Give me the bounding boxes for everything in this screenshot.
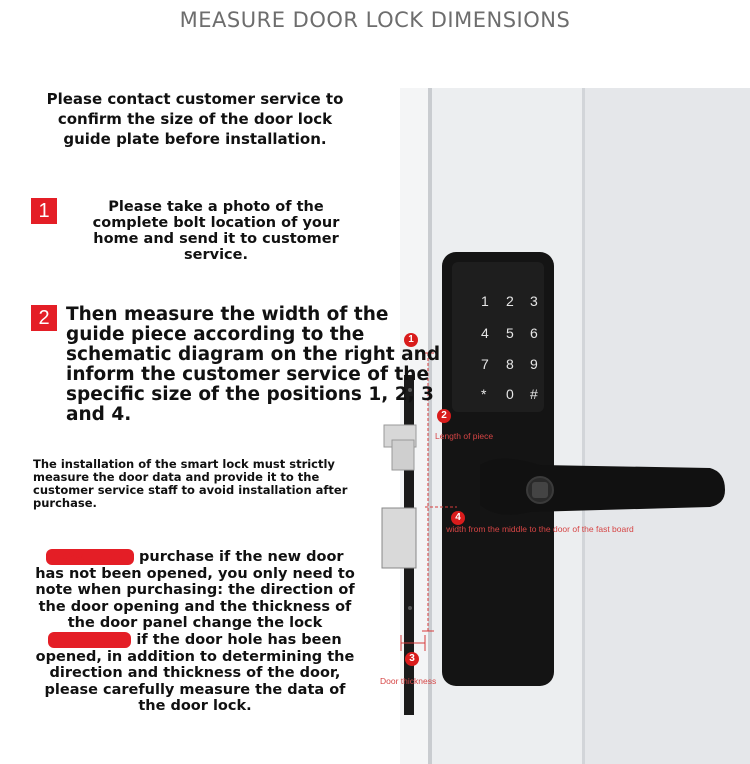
door-purchase-note bbox=[30, 549, 360, 715]
step-1-text: Please take a photo of the complete bolt location of your home and send it to customer service. bbox=[92, 199, 340, 263]
keypad-key[interactable]: # bbox=[530, 386, 538, 402]
keypad-key[interactable]: 6 bbox=[530, 325, 538, 341]
new-door-highlight: New Door bbox=[46, 549, 134, 565]
step-2-text: Then measure the width of the guide piece according to the schematic diagram on the right and inform the customer service of the specific size of the positions 1, 2, 3 and 4. bbox=[66, 304, 441, 425]
width-label: width from the middle to the door of the fast board bbox=[446, 524, 634, 534]
marker-2: 2 bbox=[437, 409, 451, 423]
step-2-badge: 2 bbox=[31, 305, 57, 331]
purchase-highlight: purchase bbox=[48, 632, 131, 648]
keypad-key[interactable]: 5 bbox=[506, 325, 514, 341]
intro-text: Please contact customer service to confirm the size of the door lock guide plate before installation. bbox=[46, 90, 344, 148]
page-title: MEASURE DOOR LOCK DIMENSIONS bbox=[179, 8, 571, 32]
marker-1: 1 bbox=[404, 333, 418, 347]
length-of-piece-label: Length of piece bbox=[435, 431, 494, 441]
new-door-text: purchase if the new door has not been opened, you only need to note when purchasing: the direction of the door opening and the thickness of the door panel change the lock bbox=[35, 549, 355, 632]
marker-3: 3 bbox=[405, 652, 419, 666]
keypad-key[interactable]: 7 bbox=[481, 356, 489, 372]
keypad-key[interactable]: 9 bbox=[530, 356, 538, 372]
door-thickness-label: Door thickness bbox=[380, 676, 437, 686]
keypad-key[interactable]: 0 bbox=[506, 386, 514, 402]
keypad-key[interactable]: 3 bbox=[530, 293, 538, 309]
marker-4: 4 bbox=[451, 511, 465, 525]
step-1-badge: 1 bbox=[31, 198, 57, 224]
keypad-key[interactable]: 4 bbox=[481, 325, 489, 341]
installation-note: The installation of the smart lock must strictly measure the door data and provide it to the customer service staff to avoid installation after purchase. bbox=[33, 457, 348, 510]
purchase-text: if the door hole has been opened, in addition to determining the direction and thickness of the door, please carefully measure the data of the door lock. bbox=[35, 631, 355, 715]
keypad-key[interactable]: 8 bbox=[506, 356, 514, 372]
keypad-key[interactable]: 2 bbox=[506, 293, 514, 309]
keypad-key[interactable]: 1 bbox=[481, 293, 489, 309]
keypad-key[interactable]: * bbox=[481, 386, 487, 402]
